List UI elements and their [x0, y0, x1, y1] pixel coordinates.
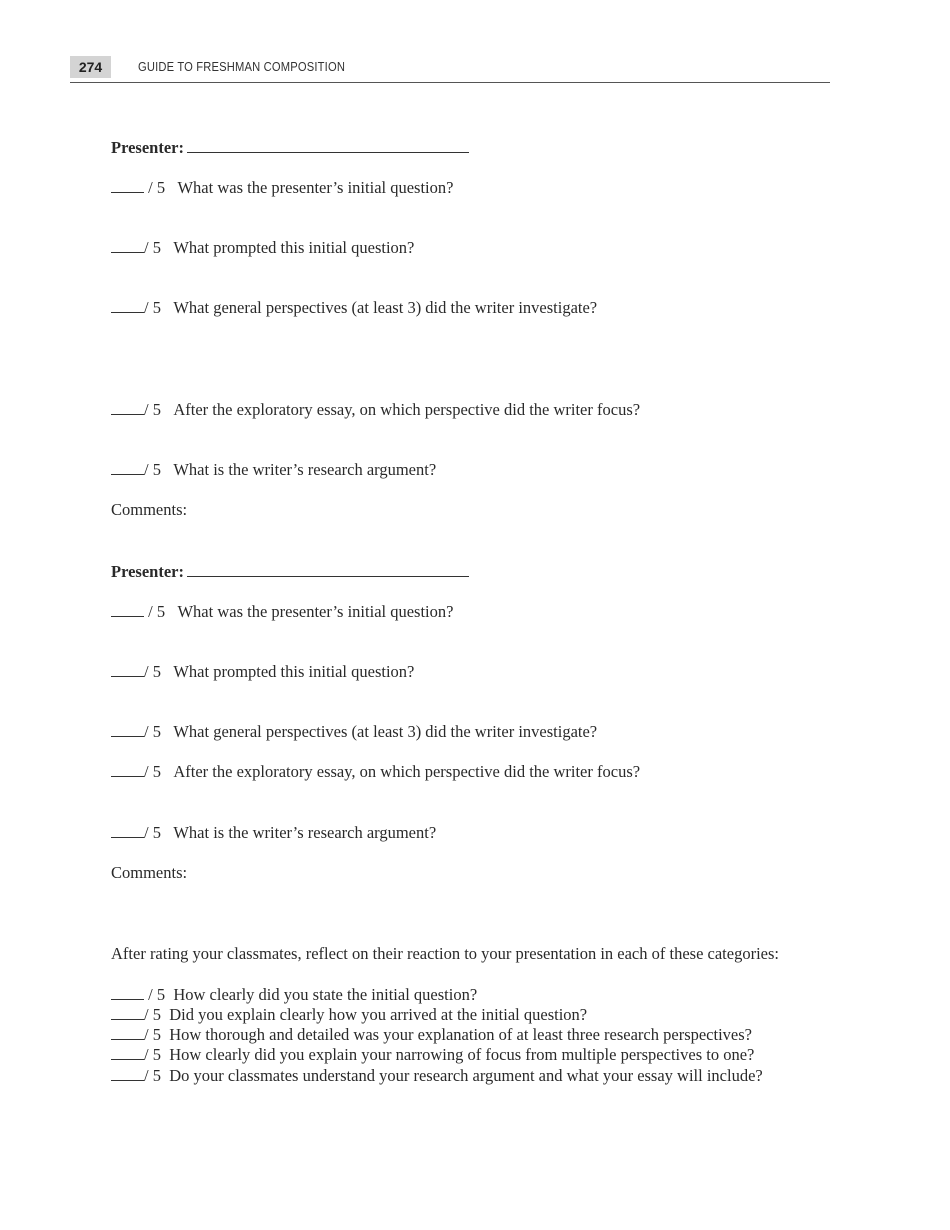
presenter-label: Presenter: — [111, 562, 184, 581]
rating-item — [111, 662, 414, 682]
score-out-of: / 5 — [144, 1066, 161, 1085]
reflection-intro: After rating your classmates, reflect on their reaction to your presentation in each of these categories: — [111, 944, 779, 963]
rating-question: After the exploratory essay, on which perspective did the writer focus? — [173, 762, 641, 781]
score-blank[interactable] — [111, 823, 144, 838]
score-blank[interactable] — [111, 602, 144, 617]
reflection-item — [111, 1066, 763, 1086]
comments-label: Comments: — [111, 863, 188, 882]
reflection-item — [111, 985, 477, 1005]
reflection-question: Did you explain clearly how you arrived at the initial question? — [169, 1005, 588, 1024]
rating-question: What is the writer’s research argument? — [173, 460, 437, 479]
presenter-label: Presenter: — [111, 138, 184, 157]
presenter-name-field[interactable] — [187, 137, 469, 153]
presenter-line — [111, 137, 469, 158]
score-blank[interactable] — [111, 1045, 144, 1060]
reflection-item — [111, 1025, 752, 1045]
rating-item — [111, 460, 436, 480]
score-blank[interactable] — [111, 178, 144, 193]
rating-item — [111, 722, 597, 742]
rating-question: What general perspectives (at least 3) did the writer investigate? — [173, 722, 598, 741]
score-blank[interactable] — [111, 1066, 144, 1081]
rating-question: What general perspectives (at least 3) did the writer investigate? — [173, 298, 598, 317]
comments-label: Comments: — [111, 500, 188, 519]
rating-item — [111, 762, 640, 782]
rating-question: What prompted this initial question? — [173, 238, 415, 257]
running-head-title: GUIDE TO FRESHMAN COMPOSITION — [138, 59, 346, 74]
score-out-of: / 5 — [144, 1045, 161, 1064]
score-blank[interactable] — [111, 662, 144, 677]
rating-question: What is the writer’s research argument? — [173, 823, 437, 842]
score-out-of: / 5 — [144, 722, 161, 741]
score-blank[interactable] — [111, 1025, 144, 1040]
rating-item — [111, 298, 597, 318]
score-out-of: / 5 — [144, 238, 161, 257]
reflection-question: Do your classmates understand your research argument and what your essay will include? — [169, 1066, 763, 1085]
score-out-of: / 5 — [144, 662, 161, 681]
score-out-of: / 5 — [144, 1025, 161, 1044]
score-out-of: / 5 — [144, 400, 161, 419]
score-out-of: / 5 — [148, 985, 166, 1004]
reflection-question: How clearly did you explain your narrowing of focus from multiple perspectives to one? — [169, 1045, 755, 1064]
score-out-of: / 5 — [144, 762, 161, 781]
rating-item — [111, 238, 414, 258]
rating-question: What prompted this initial question? — [173, 662, 415, 681]
score-out-of: / 5 — [144, 823, 161, 842]
rating-item — [111, 602, 453, 622]
score-out-of: / 5 — [148, 602, 166, 621]
score-out-of: / 5 — [148, 178, 166, 197]
score-blank[interactable] — [111, 400, 144, 415]
presenter-line — [111, 561, 469, 582]
score-out-of: / 5 — [144, 460, 161, 479]
score-blank[interactable] — [111, 722, 144, 737]
presenter-name-field[interactable] — [187, 561, 469, 577]
rating-item — [111, 823, 436, 843]
score-blank[interactable] — [111, 298, 144, 313]
score-blank[interactable] — [111, 985, 144, 1000]
score-blank[interactable] — [111, 1005, 144, 1020]
rating-question: What was the presenter’s initial question? — [177, 602, 454, 621]
score-blank[interactable] — [111, 238, 144, 253]
score-out-of: / 5 — [144, 298, 161, 317]
score-blank[interactable] — [111, 460, 144, 475]
score-blank[interactable] — [111, 762, 144, 777]
reflection-item — [111, 1005, 587, 1025]
rating-question: After the exploratory essay, on which perspective did the writer focus? — [173, 400, 641, 419]
running-header — [70, 56, 830, 83]
page-number: 274 — [70, 56, 111, 78]
reflection-item — [111, 1045, 754, 1065]
score-out-of: / 5 — [144, 1005, 161, 1024]
rating-item — [111, 178, 453, 198]
reflection-question: How thorough and detailed was your explanation of at least three research perspectives? — [169, 1025, 752, 1044]
rating-item — [111, 400, 640, 420]
reflection-question: How clearly did you state the initial question? — [173, 985, 478, 1004]
rating-question: What was the presenter’s initial question? — [177, 178, 454, 197]
